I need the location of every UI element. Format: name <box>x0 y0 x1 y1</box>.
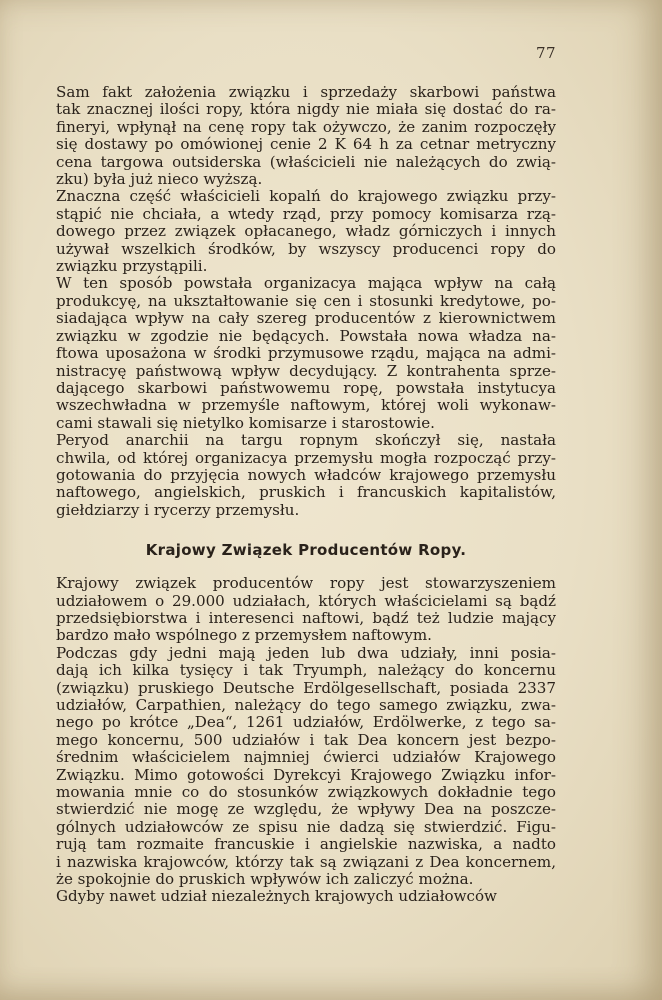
text-line: Gdyby nawet udział niezależnych krajowych udziałowców <box>56 887 497 906</box>
text-line: Sam fakt założenia związku i sprzedaży skarbowi państwa <box>56 83 556 101</box>
paragraph <box>56 575 556 645</box>
text-line: udziałów, Carpathien, należący do tego samego związku, zwa- <box>56 696 556 714</box>
page-number: 77 <box>536 44 557 62</box>
text-line: Związku. Mimo gotowości Dyrekcyi Krajowego Związku infor- <box>56 765 556 784</box>
text-line: udziałowem o 29.000 udziałach, których właścicielami są bądź <box>56 591 556 610</box>
paragraph <box>56 432 556 519</box>
text-line: związku w zgodzie nie będących. Powstała nowa władza na- <box>56 326 556 345</box>
section-krajowy-zwiazek <box>56 575 556 906</box>
paragraph <box>56 645 556 889</box>
text-line: stąpić nie chciała, a wtedy rząd, przy pomocy komisarza rzą- <box>56 204 556 223</box>
text-line: cami stawali się nietylko komisarze i starostowie. <box>56 413 435 432</box>
text-line: wszechwładna w przemyśle naftowym, której woli wykonaw- <box>56 396 556 415</box>
text-line: nistracyę państwową wpływ decydujący. Z kontrahenta sprze- <box>56 361 556 380</box>
text-line: dają ich kilka tysięcy i tak Tryumph, należący do koncernu <box>56 661 556 680</box>
text-line: Podczas gdy jedni mają jeden lub dwa udziały, inni posia- <box>56 643 556 662</box>
text-line: naftowego, angielskich, pruskich i francuskich kapitalistów, <box>56 483 556 502</box>
text-line: przedsiębiorstwa i interesenci naftowi, bądź też ludzie mający <box>56 608 556 627</box>
text-line: gotowania do przyjęcia nowych władców krajowego przemysłu <box>56 465 556 484</box>
page-content <box>56 84 556 906</box>
text-line: używał wszelkich środków, by wszyscy producenci ropy do <box>56 239 556 258</box>
text-line: tak znacznej ilości ropy, która nigdy nie miała się dostać do ra- <box>56 100 556 119</box>
text-line: Krajowy związek producentów ropy jest stowarzyszeniem <box>56 574 556 593</box>
text-line: dającego skarbowi państwowemu ropę, powstała instytucya <box>56 378 556 397</box>
paragraph <box>56 84 556 188</box>
text-line: średnim właścicielem najmniej ćwierci udziałów Krajowego <box>56 748 556 767</box>
text-line: siadająca wpływ na cały szereg producentów z kierownictwem <box>56 309 556 328</box>
section-intro <box>56 84 556 519</box>
text-line: Znaczna część właścicieli kopalń do krajowego związku przy- <box>56 187 556 206</box>
text-line: że spokojnie do pruskich wpływów ich zaliczyć można. <box>56 870 474 889</box>
text-line: i nazwiska krajowców, którzy tak są związani z Dea koncernem, <box>56 852 556 871</box>
text-line: związku przystąpili. <box>56 257 208 276</box>
text-line: zku) była już nieco wyższą. <box>56 170 263 189</box>
text-line: mowania mnie co do stosunków związkowych dokładnie tego <box>56 783 556 802</box>
text-line: stwierdzić nie mogę ze względu, że wpływy Dea na poszcze- <box>56 800 556 819</box>
paragraph <box>56 888 556 905</box>
text-line: giełdziarzy i rycerzy przemysłu. <box>56 500 300 519</box>
text-line: rują tam rozmaite francuskie i angielskie nazwiska, a nadto <box>56 835 556 854</box>
text-line: ftowa uposażona w środki przymusowe rządu, mająca na admi- <box>56 344 556 363</box>
paragraph <box>56 188 556 275</box>
text-line: chwila, od której organizacya przemysłu mogła rozpocząć przy- <box>56 448 556 467</box>
text-line: fineryi, wpłynął na cenę ropy tak ożywczo, że zanim rozpoczęły <box>56 117 556 136</box>
text-line: (związku) pruskiego Deutsche Erdölgesellschaft, posiada 2337 <box>56 678 556 697</box>
text-line: produkcyę, na ukształtowanie się cen i stosunki kredytowe, po- <box>56 291 556 310</box>
text-line: nego po krótce „Dea“, 1261 udziałów, Erdölwerke, z tego sa- <box>56 713 556 732</box>
text-line: dowego przez związek opłacanego, władz górniczych i innych <box>56 222 556 241</box>
text-line: cena targowa outsiderska (właścicieli nie należących do zwią- <box>56 152 556 171</box>
text-line: się dostawy po omówionej cenie 2 K 64 h za cetnar metryczny <box>56 135 556 154</box>
section-heading: Krajowy Związek Producentów Ropy. <box>145 541 467 560</box>
text-line: gólnych udziałowców ze spisu nie dadzą się stwierdzić. Figu- <box>56 817 556 836</box>
text-line: Peryod anarchii na targu ropnym skończył się, nastała <box>56 431 556 450</box>
text-line: mego koncernu, 500 udziałów i tak Dea koncern jest bezpo- <box>56 730 556 749</box>
text-line: W ten sposób powstała organizacya mająca wpływ na całą <box>56 274 556 293</box>
text-line: bardzo mało wspólnego z przemysłem naftowym. <box>56 626 432 645</box>
paragraph <box>56 275 556 432</box>
